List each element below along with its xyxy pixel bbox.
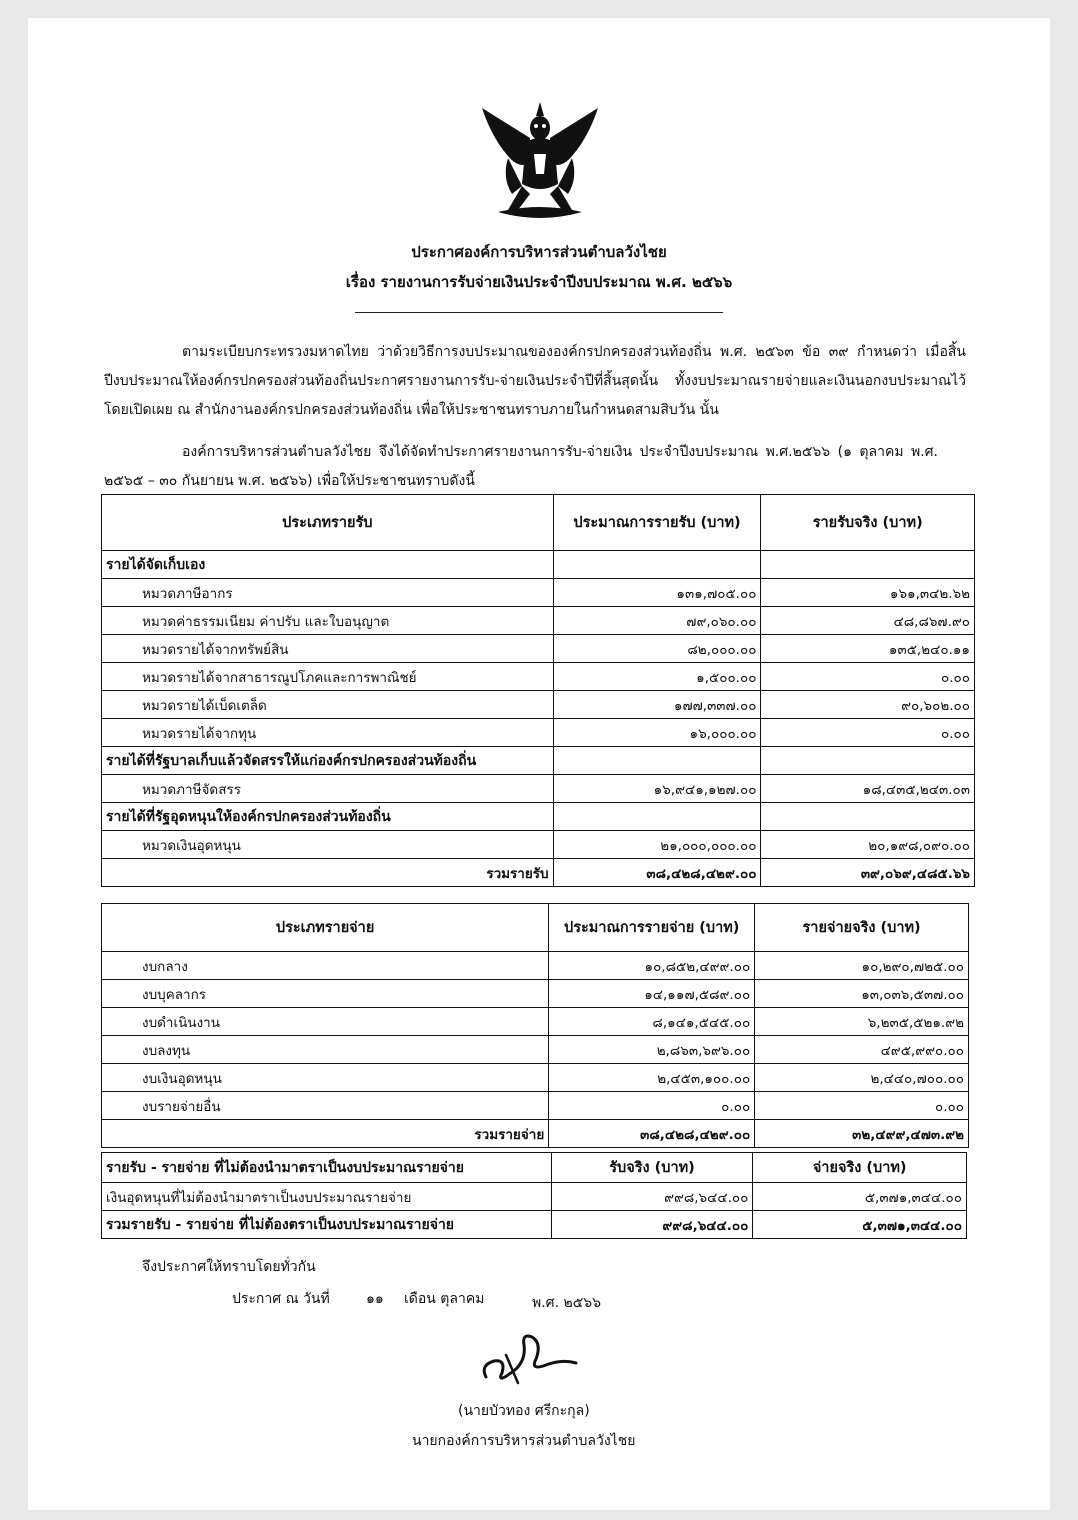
- row-actual: ๐.๐๐: [761, 719, 975, 747]
- row-label: เงินอุดหนุนที่ไม่ต้องนำมาตราเป็นงบประมาณรายจ่าย: [102, 1183, 552, 1211]
- row-label: หมวดภาษีจัดสรร: [102, 775, 554, 803]
- row-estimate: ๑๖,๐๐๐.๐๐: [553, 719, 761, 747]
- expense-total-actual: ๓๒,๔๙๙,๔๗๓.๙๒: [755, 1120, 969, 1148]
- announce-text: จึงประกาศให้ทราบโดยทั่วกัน: [142, 1259, 316, 1275]
- income-group-label: รายได้ที่รัฐอุดหนุนให้องค์กรปกครองส่วนท้องถิ่น: [102, 803, 554, 831]
- row-label: หมวดภาษีอากร: [102, 579, 554, 607]
- table-row: [102, 831, 975, 859]
- row-label: งบลงทุน: [102, 1036, 549, 1064]
- income-total-actual: ๓๙,๐๖๙,๔๘๕.๖๖: [761, 859, 975, 887]
- offbudget-total-received: ๙๙๘,๖๔๔.๐๐: [551, 1211, 753, 1239]
- expense-header-estimate: ประมาณการรายจ่าย (บาท): [549, 904, 755, 952]
- row-received: ๙๙๘,๖๔๔.๐๐: [551, 1183, 753, 1211]
- table-row: [102, 719, 975, 747]
- row-actual: ๑๐,๒๙๐,๗๒๕.๐๐: [755, 952, 969, 980]
- row-estimate: ๒๑,๐๐๐,๐๐๐.๐๐: [553, 831, 761, 859]
- table-row: [102, 980, 969, 1008]
- income-total-estimate: ๓๘,๔๒๘,๔๒๙.๐๐: [553, 859, 761, 887]
- table-row: [102, 952, 969, 980]
- row-label: หมวดรายได้เบ็ดเตล็ด: [102, 691, 554, 719]
- expense-total-label: รวมรายจ่าย: [102, 1120, 549, 1148]
- intro-paragraph: ตามระเบียบกระทรวงมหาดไทย ว่าด้วยวิธีการงบประมาณขององค์กรปกครองส่วนท้องถิ่น พ.ศ. ๒๕๖๓ ข้อ ๓๙ กำหนดว่า เมื่อสิ้นปีงบประมาณให้องค์กรปกครองส่วนท้องถิ่นประกาศรายงานการรับ-จ่ายเงินประจำปีที่สิ้นสุดนั้น ทั้งงบประมาณรายจ่ายและเงินนอกงบประมาณไว้โดยเปิดเผย ณ สำนักงานองค์กรปกครองส่วนท้องถิ่น เพื่อให้ประชาชนทราบภายในกำหนดสามสิบวัน นั้น: [104, 344, 966, 418]
- table-row: [102, 635, 975, 663]
- date-month: เดือน ตุลาคม: [404, 1291, 485, 1307]
- date-year: พ.ศ. ๒๕๖๖: [532, 1295, 602, 1311]
- table-row: [102, 1064, 969, 1092]
- row-actual: ๙๐,๖๐๒.๐๐: [761, 691, 975, 719]
- row-label: งบกลาง: [102, 952, 549, 980]
- row-estimate: ๘,๑๔๑,๕๔๕.๐๐: [549, 1008, 755, 1036]
- row-estimate: ๑๔,๑๑๗,๕๘๙.๐๐: [549, 980, 755, 1008]
- income-header-type: ประเภทรายรับ: [102, 495, 554, 551]
- income-total-row: [102, 859, 975, 887]
- row-estimate: ๑๖,๙๔๑,๑๒๗.๐๐: [553, 775, 761, 803]
- row-actual: ๒,๔๔๐,๗๐๐.๐๐: [755, 1064, 969, 1092]
- row-label: งบดำเนินงาน: [102, 1008, 549, 1036]
- expense-total-row: [102, 1120, 969, 1148]
- table-row: [102, 1036, 969, 1064]
- row-label: งบเงินอุดหนุน: [102, 1064, 549, 1092]
- row-label: งบบุคลากร: [102, 980, 549, 1008]
- income-group-label: รายได้ที่รัฐบาลเก็บแล้วจัดสรรให้แก่องค์กรปกครองส่วนท้องถิ่น: [102, 747, 554, 775]
- table-row: [102, 607, 975, 635]
- title-divider: [355, 312, 723, 313]
- row-estimate: ๒,๔๕๓,๑๐๐.๐๐: [549, 1064, 755, 1092]
- income-header-actual: รายรับจริง (บาท): [761, 495, 975, 551]
- signer-title: นายกองค์การบริหารส่วนตำบลวังไชย: [412, 1433, 636, 1449]
- offbudget-table: [101, 1152, 967, 1239]
- row-estimate: ๒,๘๖๓,๖๙๖.๐๐: [549, 1036, 755, 1064]
- expense-header-type: ประเภทรายจ่าย: [102, 904, 549, 952]
- row-actual: ๖,๒๓๕,๕๒๑.๙๒: [755, 1008, 969, 1036]
- row-label: หมวดรายได้จากทรัพย์สิน: [102, 635, 554, 663]
- row-estimate: ๑๓๑,๗๐๕.๐๐: [553, 579, 761, 607]
- date-prefix: ประกาศ ณ วันที่: [232, 1291, 330, 1307]
- offbudget-total-row: [102, 1211, 967, 1239]
- row-actual: ๑๖๑,๓๔๒.๖๒: [761, 579, 975, 607]
- row-actual: ๑๓,๐๓๖,๕๓๗.๐๐: [755, 980, 969, 1008]
- table-row: [102, 1092, 969, 1120]
- table-row: [102, 803, 975, 831]
- row-label: หมวดรายได้จากสาธารณูปโภคและการพาณิชย์: [102, 663, 554, 691]
- offbudget-header-in: รับจริง (บาท): [551, 1153, 753, 1183]
- table-row: [102, 579, 975, 607]
- announcement-subject: เรื่อง รายงานการรับจ่ายเงินประจำปีงบประมาณ พ.ศ. ๒๕๖๖: [345, 273, 733, 291]
- row-estimate: ๑๐,๘๕๒,๔๙๙.๐๐: [549, 952, 755, 980]
- income-total-label: รวมรายรับ: [102, 859, 554, 887]
- signature: [476, 1325, 596, 1395]
- offbudget-total-label: รวมรายรับ - รายจ่าย ที่ไม่ต้องตราเป็นงบประมาณรายจ่าย: [102, 1211, 552, 1239]
- expense-header-actual: รายจ่ายจริง (บาท): [755, 904, 969, 952]
- table-row: [102, 1183, 967, 1211]
- row-actual: ๐.๐๐: [761, 663, 975, 691]
- offbudget-header-out: จ่ายจริง (บาท): [753, 1153, 967, 1183]
- row-label: หมวดเงินอุดหนุน: [102, 831, 554, 859]
- row-actual: ๑๓๕,๒๔๐.๑๑: [761, 635, 975, 663]
- table-row: [102, 691, 975, 719]
- row-label: หมวดค่าธรรมเนียม ค่าปรับ และใบอนุญาต: [102, 607, 554, 635]
- row-label: งบรายจ่ายอื่น: [102, 1092, 549, 1120]
- table-row: [102, 1008, 969, 1036]
- expense-total-estimate: ๓๘,๔๒๘,๔๒๙.๐๐: [549, 1120, 755, 1148]
- row-estimate: ๑๗๗,๓๓๗.๐๐: [553, 691, 761, 719]
- row-estimate: ๘๒,๐๐๐.๐๐: [553, 635, 761, 663]
- row-paid: ๕,๓๗๑,๓๔๔.๐๐: [753, 1183, 967, 1211]
- table-row: [102, 775, 975, 803]
- row-actual: ๑๘,๔๓๕,๒๔๓.๐๓: [761, 775, 975, 803]
- row-estimate: ๗๙,๐๖๐.๐๐: [553, 607, 761, 635]
- table-row: [102, 663, 975, 691]
- row-estimate: ๐.๐๐: [549, 1092, 755, 1120]
- announcement-title: ประกาศองค์การบริหารส่วนตำบลวังไชย: [411, 243, 667, 261]
- row-actual: ๒๐,๑๙๘,๐๙๐.๐๐: [761, 831, 975, 859]
- report-paragraph: องค์การบริหารส่วนตำบลวังไชย จึงได้จัดทำประกาศรายงานการรับ-จ่ายเงิน ประจำปีงบประมาณ พ.ศ.๒๕๖๖ (๑ ตุลาคม พ.ศ. ๒๕๖๕ – ๓๐ กันยายน พ.ศ. ๒๕๖๖) เพื่อให้ประชาชนทราบดังนี้: [104, 444, 938, 489]
- income-group-label: รายได้จัดเก็บเอง: [102, 551, 554, 579]
- offbudget-header-label: รายรับ - รายจ่าย ที่ไม่ต้องนำมาตราเป็นงบประมาณรายจ่าย: [102, 1153, 552, 1183]
- table-row: [102, 747, 975, 775]
- row-actual: ๔๘,๘๖๗.๙๐: [761, 607, 975, 635]
- row-actual: ๐.๐๐: [755, 1092, 969, 1120]
- signer-name: (นายบัวทอง ศรีกะกุล): [458, 1403, 590, 1419]
- income-table: [101, 494, 975, 887]
- row-label: หมวดรายได้จากทุน: [102, 719, 554, 747]
- offbudget-total-paid: ๕,๓๗๑,๓๔๔.๐๐: [753, 1211, 967, 1239]
- row-estimate: ๑,๕๐๐.๐๐: [553, 663, 761, 691]
- table-row: [102, 551, 975, 579]
- row-actual: ๔๙๕,๙๙๐.๐๐: [755, 1036, 969, 1064]
- garuda-emblem-icon: [478, 98, 602, 228]
- expense-table: [101, 903, 969, 1148]
- date-day: ๑๑: [366, 1291, 384, 1307]
- income-header-estimate: ประมาณการรายรับ (บาท): [553, 495, 761, 551]
